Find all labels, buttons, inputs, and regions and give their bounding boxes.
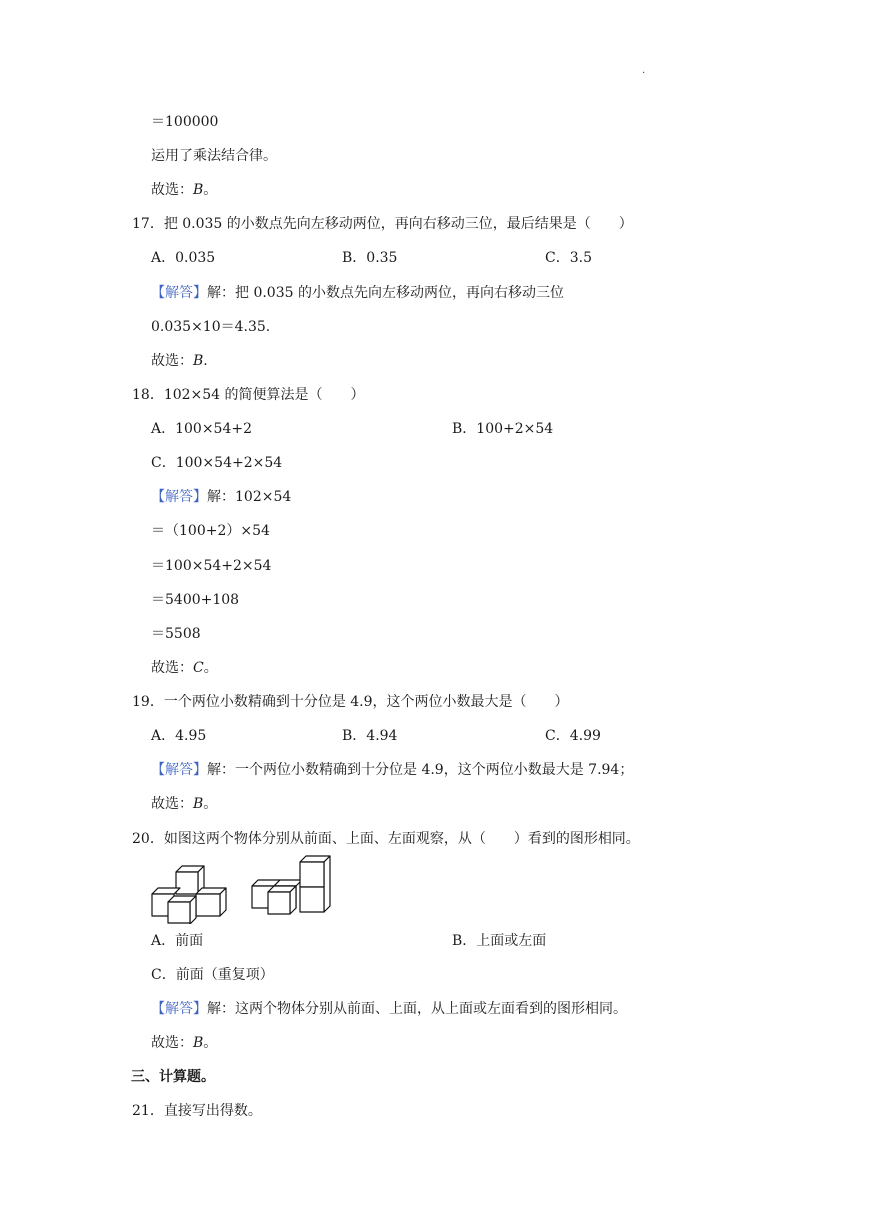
question-20: 20．如图这两个物体分别从前面、上面、左面观察，从（ ）看到的图形相同。	[132, 831, 640, 847]
question-18: 18．102×54 的简便算法是（ ）	[132, 387, 365, 403]
q20-option-b: B．上面或左面	[452, 933, 547, 949]
q18-option-c: C．100×54+2×54	[151, 455, 283, 471]
q19-solution: 【解答】解：一个两位小数精确到十分位是 4.9，这个两位小数最大是 7.94；	[151, 762, 634, 778]
question-19: 19．一个两位小数精确到十分位是 4.9，这个两位小数最大是（ ）	[132, 694, 569, 710]
header-mark: ·	[642, 68, 646, 79]
q18-option-a: A．100×54+2	[151, 421, 253, 437]
answer-line: 故选：B。	[151, 182, 218, 198]
q18-step-4: ＝5400+108	[151, 592, 240, 608]
q19-option-b: B．4.94	[342, 728, 398, 744]
q18-step-5: ＝5508	[151, 626, 201, 642]
q19-answer: 故选：B。	[151, 796, 218, 812]
section-3-heading: 三、计算题。	[131, 1069, 215, 1085]
q17-option-a: A．0.035	[151, 250, 216, 266]
law-note: 运用了乘法结合律。	[151, 148, 277, 164]
q18-step-3: ＝100×54+2×54	[151, 558, 272, 574]
q17-option-c: C．3.5	[545, 250, 592, 266]
q20-option-a: A．前面	[151, 933, 204, 949]
q20-solution: 【解答】解：这两个物体分别从前面、上面，从上面或左面看到的图形相同。	[151, 1001, 627, 1017]
q19-option-a: A．4.95	[151, 728, 207, 744]
q20-option-c: C．前面（重复项）	[151, 967, 274, 983]
q18-step-2: ＝（100+2）×54	[151, 523, 270, 539]
q17-option-b: B．0.35	[342, 250, 398, 266]
cube-figure-left	[150, 862, 230, 924]
q18-solution: 【解答】解：102×54	[151, 489, 292, 505]
question-21: 21．直接写出得数。	[132, 1103, 262, 1119]
q17-answer: 故选：B.	[151, 353, 208, 369]
q18-option-b: B．100+2×54	[452, 421, 554, 437]
q17-solution-2: 0.035×10＝4.35.	[151, 319, 271, 335]
question-17: 17．把 0.035 的小数点先向左移动两位，再向右移动三位，最后结果是（ ）	[132, 216, 633, 232]
q20-answer: 故选：B。	[151, 1035, 218, 1051]
q19-option-c: C．4.99	[545, 728, 601, 744]
q17-solution: 【解答】解：把 0.035 的小数点先向左移动两位，再向右移动三位	[151, 285, 564, 301]
calc-result-line: ＝100000	[151, 114, 219, 130]
cube-figure-right	[250, 854, 332, 918]
q18-answer: 故选：C。	[151, 660, 218, 676]
